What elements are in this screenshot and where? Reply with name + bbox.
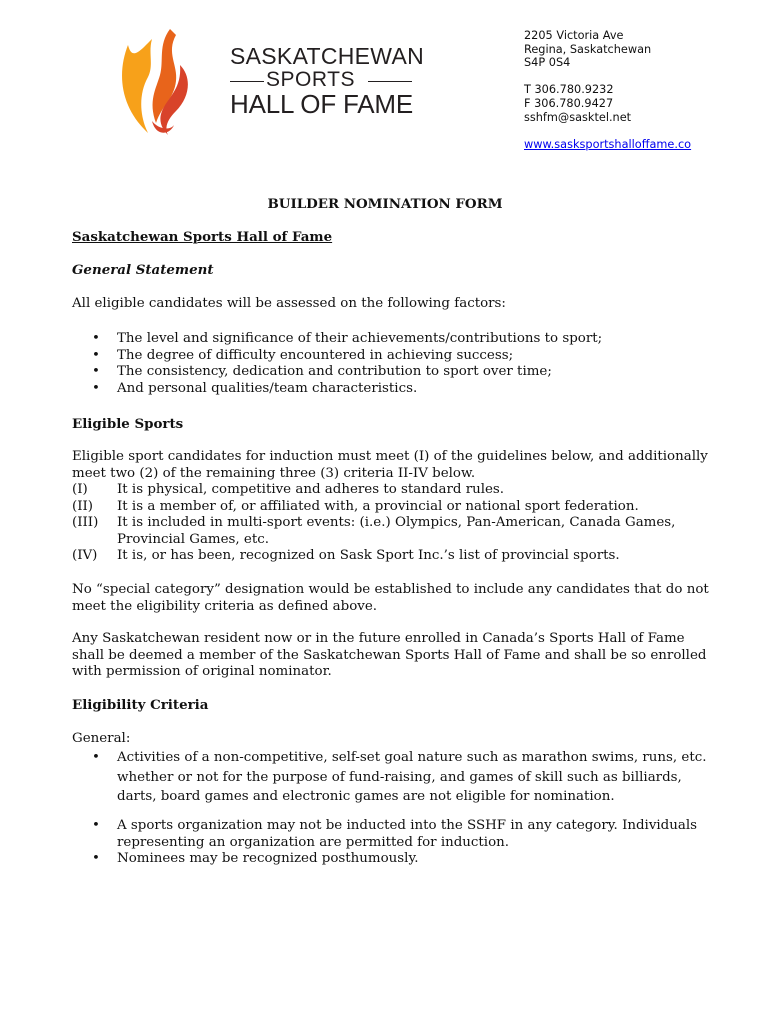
criteria-num: (I)	[72, 482, 88, 497]
criteria-text: It is, or has been, recognized on Sask Sport Inc.’s list of provincial sports.	[117, 548, 620, 564]
factors-list	[72, 331, 712, 397]
general-statement-heading: General Statement	[72, 262, 214, 278]
canada-hof-paragraph: Any Saskatchewan resident now or in the future enrolled in Canada’s Sports Hall of Fame shall be deemed a member of the Saskatchewan Sports Hall of Fame and shall be so enrolled with permission of original nominator.	[72, 631, 707, 680]
address-line2: Regina, Saskatchewan	[524, 42, 652, 56]
special-category-paragraph: No “special category” designation would be established to include any candidates that do not meet the eligibility criteria as defined above.	[72, 582, 709, 614]
org-heading: Saskatchewan Sports Hall of Fame	[72, 229, 333, 245]
list-item: • The level and significance of their achievements/contributions to sport;	[72, 331, 712, 348]
general-statement-intro: All eligible candidates will be assessed on the following factors:	[72, 296, 506, 311]
list-item: • The degree of difficulty encountered in achieving success;	[72, 348, 712, 365]
logo	[118, 25, 425, 140]
eligibility-list-1	[72, 748, 712, 807]
criteria-list	[72, 482, 712, 565]
eligibility-list-2	[72, 818, 712, 868]
list-item: • And personal qualities/team characteristics.	[72, 381, 712, 398]
list-item: • Nominees may be recognized posthumously.	[72, 851, 712, 868]
email: sshfm@sasktel.net	[524, 110, 632, 124]
eligibility-criteria-heading: Eligibility Criteria	[72, 697, 209, 713]
general-label: General:	[72, 731, 131, 746]
website-link[interactable]: www.sasksportshalloffame.co	[524, 137, 692, 151]
postal-code: S4P 0S4	[524, 56, 571, 70]
criteria-text: It is included in multi-sport events: (i.e.) Olympics, Pan-American, Canada Games, Provincial Games, etc.	[117, 515, 676, 547]
logo-line3: HALL OF FAME	[230, 89, 414, 119]
eligible-sports-heading: Eligible Sports	[72, 416, 184, 432]
criteria-row	[72, 499, 712, 516]
phone: T 306.780.9232	[524, 83, 614, 97]
criteria-num: (III)	[72, 515, 99, 531]
contact-block	[524, 29, 691, 151]
criteria-text: It is physical, competitive and adheres to standard rules.	[117, 482, 505, 497]
list-item: • Activities of a non-competitive, self-set goal nature such as marathon swims, runs, etc. whether or not for the purpose of fund-raising, and games of skill such as billiards, darts, board games and electronic games are not eligible for nomination.	[72, 748, 712, 807]
criteria-text: It is a member of, or affiliated with, a provincial or national sport federation.	[117, 498, 639, 514]
criteria-row	[72, 482, 712, 499]
list-item: • The consistency, dedication and contribution to sport over time;	[72, 364, 712, 381]
flame-outer	[122, 39, 152, 133]
criteria-num: (IV)	[72, 548, 98, 564]
flame-logo-icon	[118, 25, 228, 140]
logo-rule-right	[368, 81, 412, 82]
list-item: • A sports organization may not be inducted into the SSHF in any category. Individuals representing an organization are permitted for induction.	[72, 818, 712, 851]
criteria-num: (II)	[72, 498, 94, 514]
eligible-sports-intro: Eligible sport candidates for induction must meet (I) of the guidelines below, and additionally meet two (2) of the remaining three (3) criteria II-IV below.	[72, 449, 708, 481]
criteria-row	[72, 548, 712, 565]
logo-line1: SASKATCHEWAN	[230, 43, 425, 69]
fax: F 306.780.9427	[524, 96, 614, 110]
logo-line2: SPORTS	[266, 68, 355, 91]
logo-rule-left	[230, 81, 264, 82]
criteria-row	[72, 515, 712, 548]
form-title: BUILDER NOMINATION FORM	[267, 196, 503, 212]
address-line1: 2205 Victoria Ave	[524, 29, 624, 42]
